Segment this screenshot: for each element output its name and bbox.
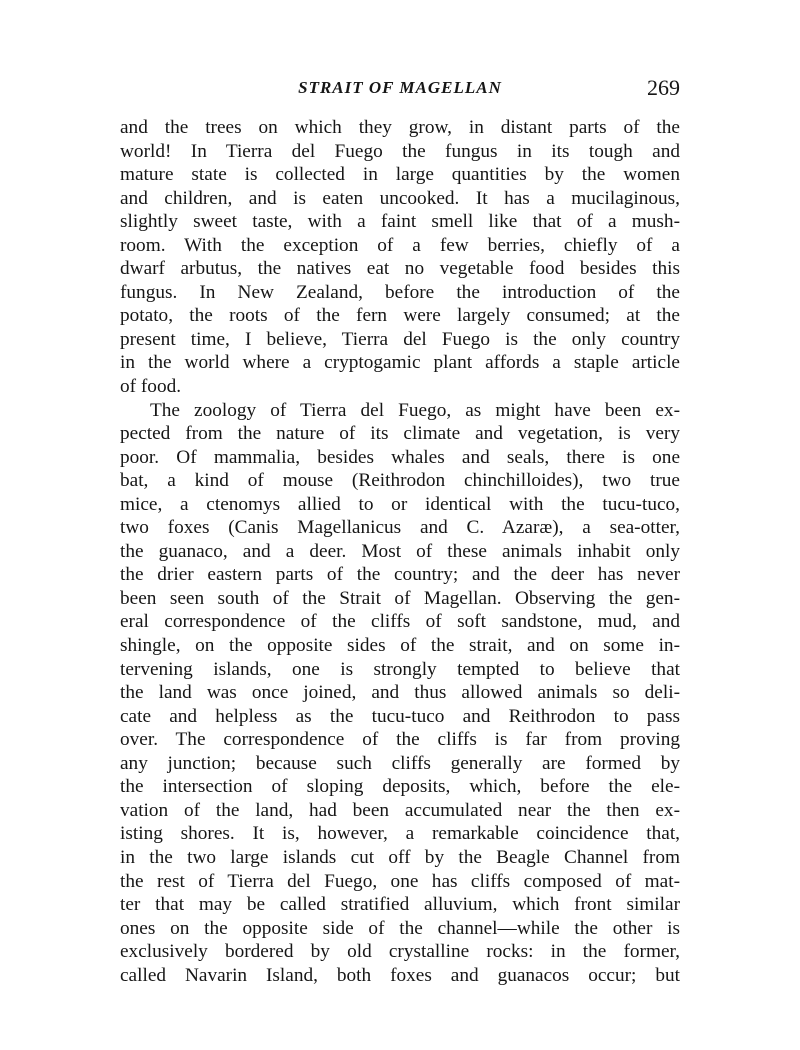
text-line: the rest of Tierra del Fuego, one has cliffs composed of mat-: [120, 870, 680, 892]
text-line: eral correspondence of the cliffs of soft sandstone, mud, and: [120, 611, 680, 633]
paragraph-start-line: The zoology of Tierra del Fuego, as might have been ex-: [150, 399, 680, 421]
text-line: two foxes (Canis Magellanicus and C. Azaræ), a sea-otter,: [120, 517, 680, 539]
text-line: and children, and is eaten uncooked. It has a mucilaginous,: [120, 187, 680, 209]
text-line: slightly sweet taste, with a faint smell like that of a mush-: [120, 211, 680, 233]
page-number: 269: [647, 75, 680, 100]
text-line: in the world where a cryptogamic plant affords a staple article: [120, 352, 680, 374]
text-line: bat, a kind of mouse (Reithrodon chinchilloides), two true: [120, 470, 680, 492]
text-line: the land was once joined, and thus allowed animals so deli-: [120, 682, 680, 704]
text-line: exclusively bordered by old crystalline rocks: in the former,: [120, 941, 680, 963]
text-line: the intersection of sloping deposits, which, before the ele-: [120, 776, 680, 798]
text-line: over. The correspondence of the cliffs is far from proving: [120, 729, 680, 751]
text-line: mature state is collected in large quantities by the women: [120, 164, 680, 186]
text-line: potato, the roots of the fern were largely consumed; at the: [120, 305, 680, 327]
text-line: fungus. In New Zealand, before the introduction of the: [120, 281, 680, 303]
paragraph-end-line: of food.: [120, 376, 182, 398]
text-line: called Navarin Island, both foxes and guanacos occur; but: [120, 964, 680, 986]
text-line: shingle, on the opposite sides of the strait, and on some in-: [120, 635, 680, 657]
text-line: and the trees on which they grow, in distant parts of the: [120, 117, 680, 138]
text-line: isting shores. It is, however, a remarkable coincidence that,: [120, 823, 680, 845]
chapter-title: STRAIT OF MAGELLAN: [298, 78, 502, 97]
text-line: poor. Of mammalia, besides whales and seals, there is one: [120, 446, 680, 468]
text-line: mice, a ctenomys allied to or identical with the tucu-tuco,: [120, 493, 680, 515]
text-line: vation of the land, had been accumulated near the then ex-: [120, 799, 680, 821]
text-line: the drier eastern parts of the country; and the deer has never: [120, 564, 680, 586]
text-line: in the two large islands cut off by the Beagle Channel from: [120, 846, 680, 868]
text-line: world! In Tierra del Fuego the fungus in its tough and: [120, 140, 680, 162]
text-line: dwarf arbutus, the natives eat no vegetable food besides this: [120, 258, 680, 280]
text-line: present time, I believe, Tierra del Fuego is the only country: [120, 328, 680, 350]
text-line: the guanaco, and a deer. Most of these animals inhabit only: [120, 540, 680, 562]
text-line: pected from the nature of its climate and vegetation, is very: [120, 423, 680, 445]
text-line: cate and helpless as the tucu-tuco and Reithrodon to pass: [120, 705, 680, 727]
text-line: room. With the exception of a few berries, chiefly of a: [120, 234, 680, 256]
body-text: [120, 116, 680, 987]
text-line: been seen south of the Strait of Magellan. Observing the gen-: [120, 587, 680, 609]
running-header: [120, 74, 680, 102]
text-line: tervening islands, one is strongly tempted to believe that: [120, 658, 680, 680]
text-line: ter that may be called stratified alluvium, which front similar: [120, 894, 680, 916]
text-line: ones on the opposite side of the channel—while the other is: [120, 917, 680, 939]
text-line: any junction; because such cliffs generally are formed by: [120, 752, 680, 774]
